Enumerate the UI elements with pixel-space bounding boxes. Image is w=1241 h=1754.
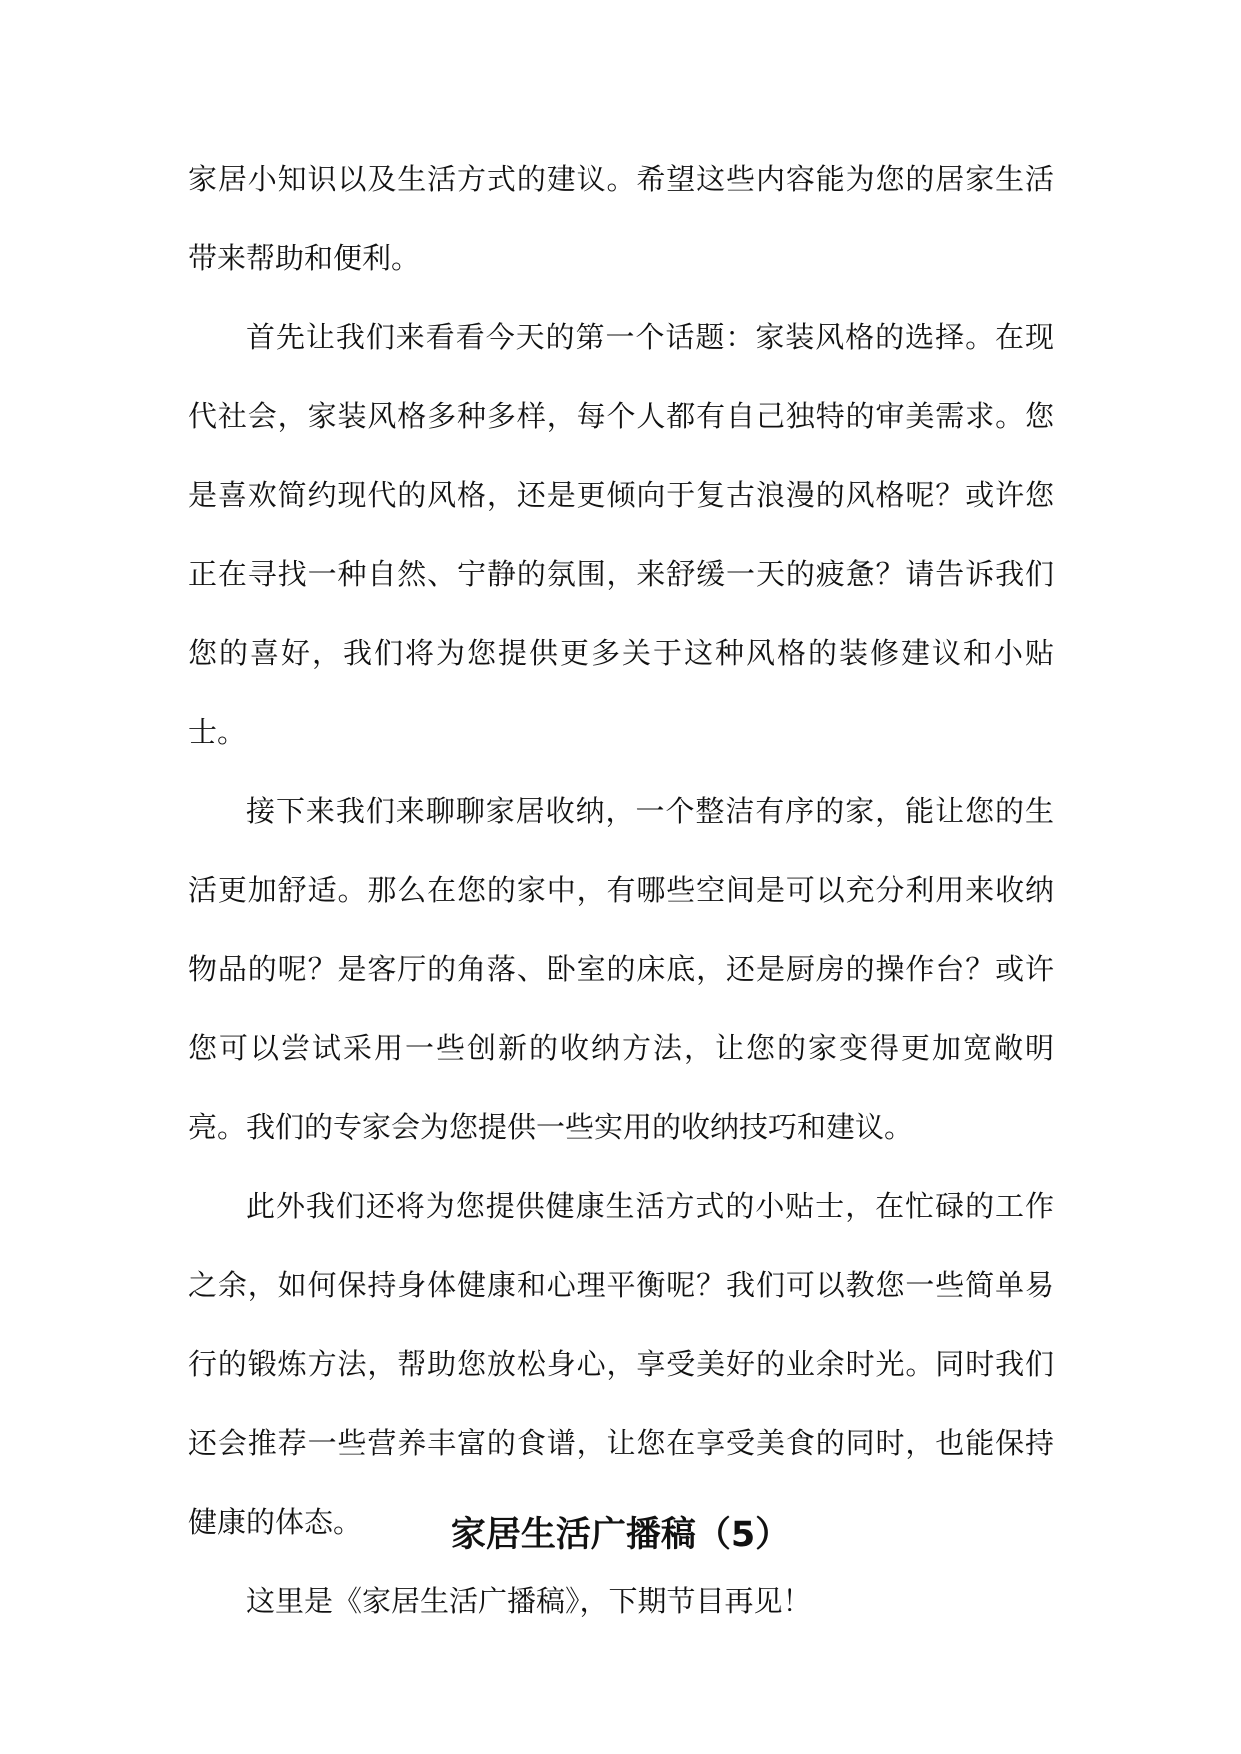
paragraph-healthy-lifestyle: 此外我们还将为您提供健康生活方式的小贴士，在忙碌的工作之余，如何保持身体健康和心理平衡呢？我们可以教您一些简单易行的锻炼方法，帮助您放松身心，享受美好的业余时光。同时我们还会推荐一些营养丰富的食谱，让您在享受美食的同时，也能保持健康的体态。	[188, 1189, 1054, 1539]
document-body	[188, 140, 1054, 1641]
section-title: 家居生活广播稿（5）	[450, 1515, 791, 1555]
paragraph-storage: 接下来我们来聊聊家居收纳，一个整洁有序的家，能让您的生活更加舒适。那么在您的家中，有哪些空间是可以充分利用来收纳物品的呢？是客厅的角落、卧室的床底，还是厨房的操作台？或许您可以尝试采用一些创新的收纳方法，让您的家变得更加宽敞明亮。我们的专家会为您提供一些实用的收纳技巧和建议。	[188, 794, 1054, 1144]
paragraph-decor-style: 首先让我们来看看今天的第一个话题：家装风格的选择。在现代社会，家装风格多种多样，每个人都有自己独特的审美需求。您是喜欢简约现代的风格，还是更倾向于复古浪漫的风格呢？或许您正在寻找一种自然、宁静的氛围，来舒缓一天的疲惫？请告诉我们您的喜好，我们将为您提供更多关于这种风格的装修建议和小贴士。	[188, 320, 1054, 749]
paragraph-continuation: 家居小知识以及生活方式的建议。希望这些内容能为您的居家生活带来帮助和便利。	[188, 162, 1054, 275]
paragraph-closing: 这里是《家居生活广播稿》，下期节目再见！	[246, 1584, 812, 1618]
